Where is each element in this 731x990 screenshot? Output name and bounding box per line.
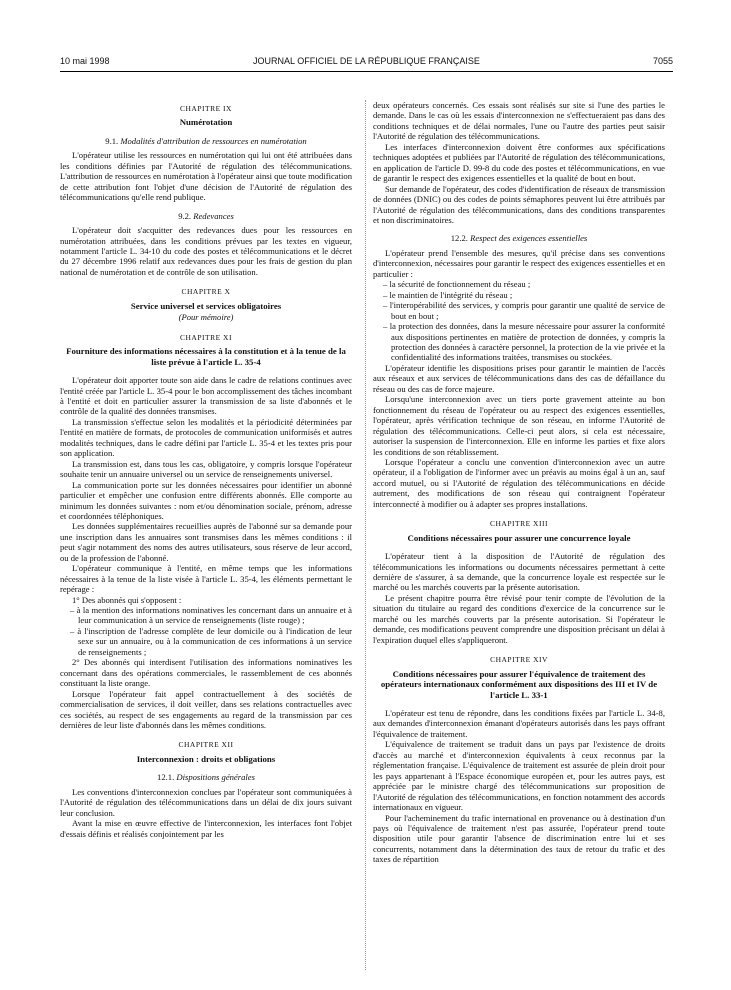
chapter-label: CHAPITRE XIII [490, 519, 548, 529]
section-title: Modalités d'attribution de ressources en numérotation [120, 135, 307, 146]
section-heading [60, 211, 352, 221]
paragraph: La communication porte sur les données nécessaires pour identifier un abonné particulier et empêcher une confusion entre différents abonnés. Elle comporte au minimum les données suivantes : nom et/ou dénomination sociale, prénom, adresse et coordonnées téléphoniques. [60, 479, 352, 521]
paragraph: Lorsqu'une interconnexion avec un tiers porte gravement atteinte au bon fonctionnement du réseau de l'opérateur ou au respect des exigences essentielles, l'opérateur, après vérification technique de son réseau, en informe l'Autorité de régulation des télécommunications. Celle-ci peut alors, si cela est nécessaire, autoriser la suspension de l'interconnexion. Elle en informe les parties et fixe alors les conditions de son rétablissement. [373, 394, 665, 457]
section-title: Redevances [193, 210, 234, 221]
chapter-title: Service universel et services obligatoires [130, 300, 282, 311]
chapter-title: Conditions nécessaires pour assurer l'équivalence de traitement des opérateurs internationaux conformément aux dispositions des III et IV de l'article L. 33-1 [380, 668, 658, 700]
list-item: – à la mention des informations nominatives les concernant dans un annuaire et à leur communication à un service de renseignements (liste rouge) ; [70, 605, 352, 626]
chapter-note: (Pour mémoire) [178, 312, 234, 323]
chapter-title: Numérotation [179, 117, 233, 128]
header-date: 10 mai 1998 [60, 56, 110, 66]
section-number: 12.2. [450, 233, 468, 244]
section-number: 9.2. [178, 210, 192, 221]
paragraph: Lorsque l'opérateur a conclu une convention d'interconnexion avec un autre opérateur, il a l'obligation de l'informer avec un préavis au moins égal à un an, sauf accord mutuel, ou si l'Autorité de régulation des télécommunications en décide autrement, des modifications de son réseau qui contraignent l'opérateur interconnecté à modifier ou à adapter ses propres installations. [373, 456, 665, 509]
chapter-label: CHAPITRE XIV [490, 655, 548, 665]
paragraph: L'opérateur doit apporter toute son aide dans le cadre de relations continues avec l'entité créée par l'article L. 35-4 pour le bon accomplissement des tâches incombant à l'entité et doit en particulier assurer la transmission de sa liste d'abonnés et le contrôle de la qualité des données transmises. [60, 375, 352, 417]
paragraph: L'opérateur doit s'acquitter des redevances dues pour les ressources en numérotation attribuées, dans les conditions prévues par les textes en vigueur, notamment l'article L. 34-10 du code des postes et télécommunications et le décret du 27 décembre 1996 relatif aux redevances dues pour les frais de gestion du plan national de numérotation et de contrôle de son utilisation. [60, 225, 352, 277]
paragraph: deux opérateurs concernés. Ces essais sont réalisés sur site si l'une des parties le demande. Dans le cas où les essais d'interconnexion ne s'effectueraient pas dans des conditions techniques et de délai normales, l'une ou l'autre des parties peut saisir l'Autorité de régulation des télécommunications. [373, 100, 665, 142]
list-item: – la protection des données, dans la mesure nécessaire pour assurer la conformité aux dispositions pertinentes en matière de protection de données, y compris la protection des données à caractère personnel, la protection de la vie privée et la confidentialité des informations traitées, transmises ou stockées. [383, 321, 665, 363]
chapter-label: CHAPITRE IX [180, 104, 232, 113]
paragraph: L'opérateur prend l'ensemble des mesures, qu'il précise dans ses conventions d'interconnexion, nécessaires pour garantir le respect des exigences essentielles et en particulier : [373, 247, 665, 279]
chapter-title: Interconnexion : droits et obligations [136, 753, 276, 764]
header-journal-title: JOURNAL OFFICIEL DE LA RÉPUBLIQUE FRANÇAISE [253, 56, 480, 66]
section-title: Dispositions générales [176, 772, 255, 783]
paragraph: L'équivalence de traitement se traduit dans un pays par l'existence de droits d'accès au marché et d'interconnexion équivalents à ceux reconnus par la réglementation française. L'équivalence de traitement est assurée de plein droit pour les pays appartenant à l'Espace économique européen et, pour les autres pays, est appréciée par le ministre chargé des télécommunications sur proposition de l'Autorité de régulation des télécommunications, en fonction notamment des accords internationaux en vigueur. [373, 739, 665, 813]
chapter-label: CHAPITRE XI [180, 332, 232, 342]
chapter-title: Fourniture des informations nécessaires à la constitution et à la tenue de la liste prévue à l'article L. 35-4 [66, 346, 346, 367]
section-heading [373, 233, 665, 243]
list-item: 1° Des abonnés qui s'opposent : [72, 594, 182, 605]
section-heading [60, 772, 352, 782]
section-number: 12.1. [157, 772, 175, 783]
section-heading [60, 136, 352, 146]
page-header [60, 56, 673, 70]
paragraph: L'opérateur est tenu de répondre, dans les conditions fixées par l'article L. 34-8, aux demandes d'interconnexion émanant d'opérateurs autorisés dans les pays offrant l'équivalence de traitement. [373, 708, 665, 739]
list-item: – à l'inscription de l'adresse complète de leur domicile ou à l'indication de leur sexe sur un annuaire, ou à la communication de ces informations à un service de renseignements ; [70, 625, 352, 657]
paragraph: Sur demande de l'opérateur, des codes d'identification de réseaux de transmission de données (DNIC) ou des codes de points sémaphores peuvent lui être attribués par l'Autorité de régulation des télécommunications, dans des conditions transparentes et non discriminatoires. [373, 183, 665, 225]
list-item: – le maintien de l'intégrité du réseau ; [383, 289, 513, 300]
paragraph: L'opérateur tient à la disposition de l'Autorité de régulation des télécommunications les informations ou documents nécessaires permettant à cette dernière de s'assurer, à sa demande, que la concurrence loyale est respectée sur le marché ou les marchés couverts par la présente autorisation. [373, 551, 665, 593]
paragraph: Les données supplémentaires recueillies auprès de l'abonné sur sa demande pour une inscription dans les annuaires sont transmises dans les mêmes conditions : il peut s'agir notamment des noms des autres utilisateurs, sous réserve de leur accord, ou de la profession de l'abonné. [60, 521, 352, 563]
paragraph: Les interfaces d'interconnexion doivent être conformes aux spécifications techniques adoptées et publiées par l'Autorité de régulation des télécommunications, en application de l'article D. 99-8 du code des postes et télécommunications, en vue de garantir le respect des exigences essentielles et la qualité de bout en bout. [373, 141, 665, 184]
column-divider [365, 100, 366, 970]
header-rule [60, 71, 673, 72]
chapter-title: Conditions nécessaires pour assurer une concurrence loyale [407, 532, 631, 543]
list-item: – la sécurité de fonctionnement du réseau ; [383, 279, 531, 290]
section-number: 9.1. [105, 135, 119, 146]
right-column [373, 100, 665, 970]
paragraph: Avant la mise en œuvre effective de l'interconnexion, les interfaces font l'objet d'essais définis et réalisés conjointement par les [60, 818, 352, 839]
paragraph: Lorsque l'opérateur fait appel contractuellement à des sociétés de commercialisation de services, il doit veiller, dans ses relations contractuelles avec ces sociétés, au respect de ses engagements au regard de la transmission par ces dernières de leur liste d'abonnés dans les mêmes conditions. [60, 688, 352, 731]
left-column [60, 100, 352, 970]
paragraph: L'opérateur utilise les ressources en numérotation qui lui ont été attribuées dans les conditions définies par l'Autorité de régulation des télécommunications. L'attribution de ressources en numérotation à l'opérateur ainsi que toute modification de cette attribution font l'objet d'une décision de l'Autorité de régulation des télécommunications qu'elle rend publique. [60, 150, 352, 203]
paragraph: Les conventions d'interconnexion conclues par l'opérateur sont communiquées à l'Autorité de régulation des télécommunications dans un délai de dix jours suivant leur conclusion. [60, 786, 352, 818]
paragraph: La transmission est, dans tous les cas, obligatoire, y compris lorsque l'opérateur souhaite tenir un annuaire universel ou un service de renseignements universel. [60, 458, 352, 480]
paragraph: Le présent chapitre pourra être révisé pour tenir compte de l'évolution de la situation du titulaire au regard des conditions d'exercice de la concurrence sur le marché ou les marchés couverts par la présente autorisation. Si l'opérateur le demande, ces modifications peuvent comprendre une disposition précisant un délai à l'expiration duquel elles s'appliqueront. [373, 592, 665, 645]
section-title: Respect des exigences essentielles [470, 233, 588, 244]
list-item: 2° Des abonnés qui interdisent l'utilisation des informations nominatives les concernant dans des opérations commerciales, le rassemblement de ces abonnés constituant la liste orange. [60, 657, 352, 689]
list-item: – l'interopérabilité des services, y compris pour garantir une qualité de service de bout en bout ; [383, 300, 665, 321]
chapter-label: CHAPITRE X [181, 287, 231, 297]
chapter-label: CHAPITRE XII [178, 740, 234, 750]
paragraph: L'opérateur identifie les dispositions prises pour garantir le maintien de l'accès aux réseaux et aux services de télécommunications dans des cas de défaillance du réseau ou des cas de force majeure. [373, 362, 665, 394]
header-page-number: 7055 [652, 56, 673, 66]
paragraph: La transmission s'effectue selon les modalités et la périodicité déterminées par l'entité en matière de formats, de protocoles de communication uniformisés et autres modalités techniques, dans le cadre défini par l'article L. 35-4 et les textes pris pour son application. [60, 416, 352, 459]
paragraph: Pour l'acheminement du trafic international en provenance ou à destination d'un pays où l'équivalence de traitement n'est pas assurée, l'opérateur prend toute disposition utile pour garantir l'absence de discrimination entre lui et ses concurrents, notamment dans la détermination des taux de retour du trafic et des taxes de répartition [373, 812, 665, 865]
paragraph: L'opérateur communique à l'entité, en même temps que les informations nécessaires à la tenue de la liste visée à l'article L. 35-4, les éléments permettant le repérage : [60, 563, 352, 595]
